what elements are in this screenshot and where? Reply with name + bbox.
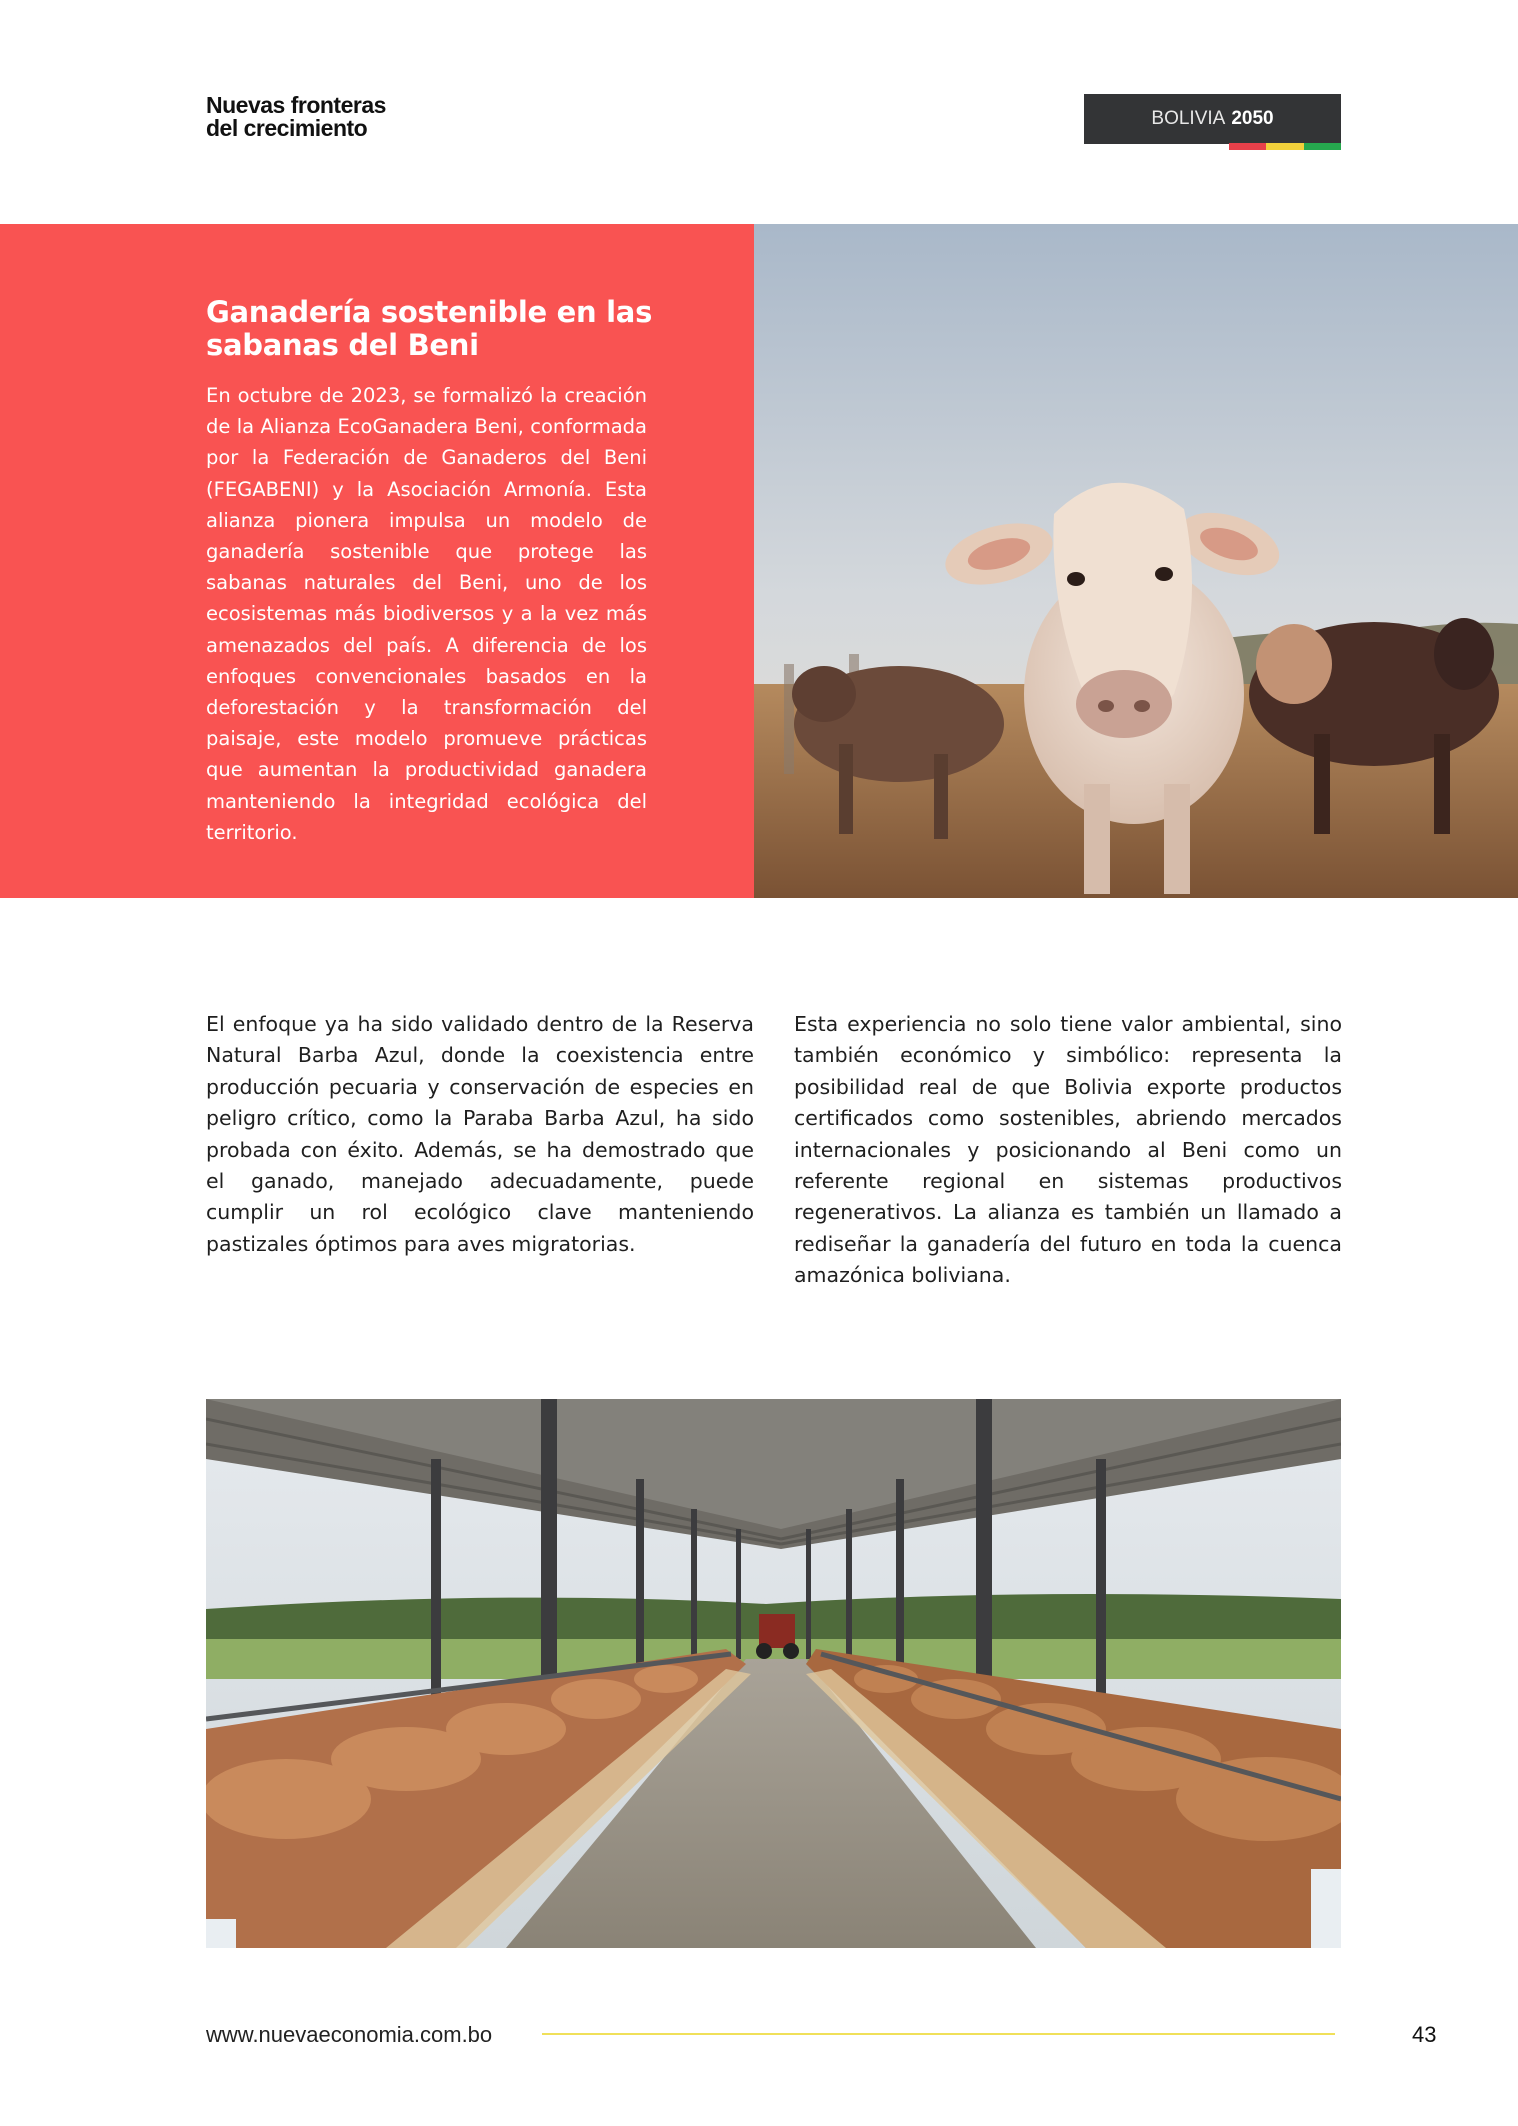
- publication-title-line2: del crecimiento: [206, 115, 368, 141]
- bolivia-2050-badge: [1084, 94, 1341, 144]
- flag-stripe-green: [1304, 143, 1341, 150]
- cattle-photo-illustration: [754, 224, 1518, 898]
- publication-title-line1: Nuevas fronteras: [206, 92, 386, 118]
- badge-year: 2050: [1231, 108, 1274, 129]
- article-intro: En octubre de 2023, se formalizó la creación de la Alianza EcoGanadera Beni, conformada por la Federación de Ganaderos del Beni (FEGABENI) y la Asociación Armonía. Esta alianza pionera impulsa un modelo de ganadería sostenible que protege las sabanas naturales del Beni, uno de los ecosistemas más biodiversos y a la vez más amenazados del país. A diferencia de los enfoques convencionales basados en la deforestación y la transformación del paisaje, este modelo promueve prácticas que aumentan la productividad ganadera manteniendo la integridad ecológica del territorio.: [206, 384, 647, 844]
- bolivia-flag-stripe: [1229, 143, 1341, 150]
- cattle-barn-illustration: [206, 1399, 1341, 1948]
- flag-stripe-yellow: [1266, 143, 1303, 150]
- page-number: 43: [1412, 2022, 1437, 2047]
- body-column-left: El enfoque ya ha sido validado dentro de la Reserva Natural Barba Azul, donde la coexistencia entre producción pecuaria y conservación de especies en peligro crítico, como la Paraba Barba Azul, ha sido probada con éxito. Además, se ha demostrado que el ganado, manejado adecuadamente, puede cumplir un rol ecológico clave manteniendo pastizales óptimos para aves migratorias.: [206, 1012, 754, 1256]
- badge-prefix: BOLIVIA: [1151, 108, 1226, 129]
- article-title: Ganadería sostenible en las sabanas del Beni: [206, 295, 653, 362]
- footer-website-url[interactable]: www.nuevaeconomia.com.bo: [206, 2022, 493, 2047]
- footer-divider: [542, 2033, 1335, 2035]
- body-column-right: Esta experiencia no solo tiene valor ambiental, sino también económico y simbólico: representa la posibilidad real de que Bolivia exporte productos certificados como sostenibles, abriendo mercados internacionales y posicionando al Beni como un referente regional en sistemas productivos regenerativos. La alianza es también un llamado a rediseñar la ganadería del futuro en toda la cuenca amazónica boliviana.: [794, 1012, 1342, 1288]
- publication-title: [206, 94, 466, 140]
- cattle-barn-photo: [206, 1399, 1341, 1948]
- flag-stripe-red: [1229, 143, 1266, 150]
- cattle-photo: [754, 224, 1518, 898]
